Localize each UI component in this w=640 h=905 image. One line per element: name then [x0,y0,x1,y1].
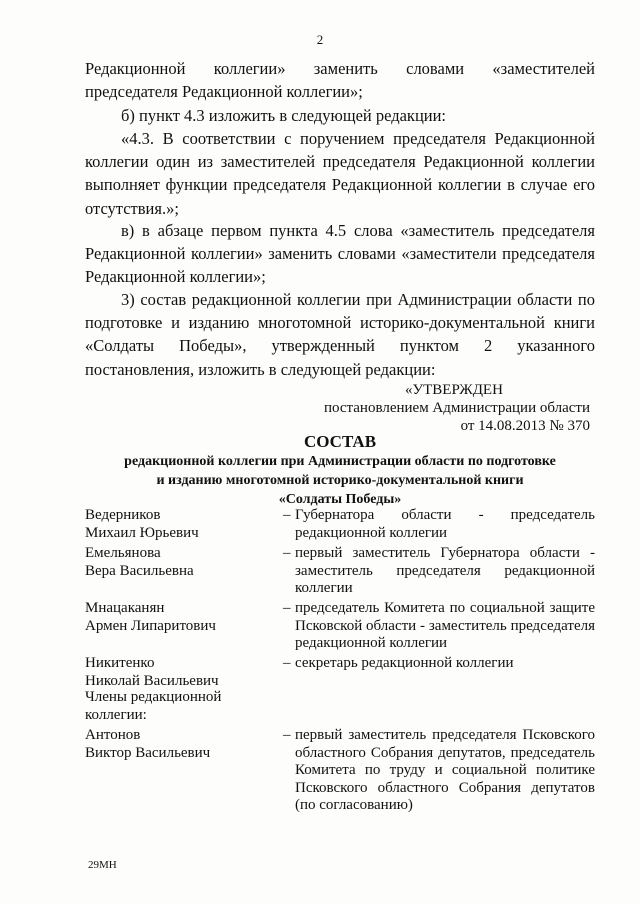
member-name: Ведерников Михаил Юрьевич [85,507,199,541]
paragraph-4: в) в абзаце первом пункта 4.5 слова «заместитель председателя Редакционной коллегии» заменить словами «заместители председателя Редакционной коллегии»; [85,221,595,287]
approval-line-3: от 14.08.2013 № 370 [460,418,590,434]
composition-title: СОСТАВ [303,432,377,451]
subtitle-line-3: «Солдаты Победы» [278,492,402,507]
member-role: первый заместитель председателя Псковского областного Собрания депутатов, председатель Комитета по труду и социальной политике Псковского областного Собрания депутатов (по согласованию) [295,727,595,813]
member-name: Емельянова Вера Васильевна [85,545,194,579]
member-dash: – [283,507,291,523]
member-name: Члены редакционной коллегии: [85,689,222,723]
member-dash: – [283,727,291,743]
member-name: Антонов Виктор Васильевич [85,727,211,761]
paragraph-2: б) пункт 4.3 изложить в следующей редакции: [121,106,447,125]
member-role: Губернатора области - председатель редакционной коллегии [295,507,595,541]
member-name: Мнацаканян Армен Липаритович [85,600,216,634]
member-dash: – [283,655,291,671]
page-number: 2 [316,32,324,47]
composition-subtitle [85,452,595,509]
paragraph-1: Редакционной коллегии» заменить словами «заместителей председателя Редакционной коллегии»; [85,59,595,102]
member-name: Никитенко Николай Васильевич [85,655,219,689]
member-role: первый заместитель Губернатора области - заместитель председателя редакционной коллегии [295,545,595,596]
member-dash: – [283,600,291,616]
subtitle-line-2: и изданию многотомной историко-документальной книги [156,473,524,488]
approval-line-1: «УТВЕРЖДЕН [405,382,503,398]
approval-block [305,381,590,435]
footer-code: 29МН [88,859,117,871]
member-role: секретарь редакционной коллегии [295,655,514,671]
paragraph-3: «4.3. В соответствии с поручением председателя Редакционной коллегии один из заместителей председателя Редакционной коллегии выполняет функции председателя Редакционной коллегии в случае его отсутствия.»; [85,129,595,218]
paragraph-5: 3) состав редакционной коллегии при Администрации области по подготовке и изданию многотомной историко-документальной книги «Солдаты Победы», утвержденный пунктом 2 указанного постановления, изложить в следующей редакции: [85,290,595,379]
approval-line-2: постановлением Администрации области [323,400,590,416]
subtitle-line-1: редакционной коллегии при Администрации области по подготовке [124,454,556,469]
member-dash: – [283,545,291,561]
member-role: председатель Комитета по социальной защите Псковской области - заместитель председателя редакционной коллегии [295,600,595,651]
